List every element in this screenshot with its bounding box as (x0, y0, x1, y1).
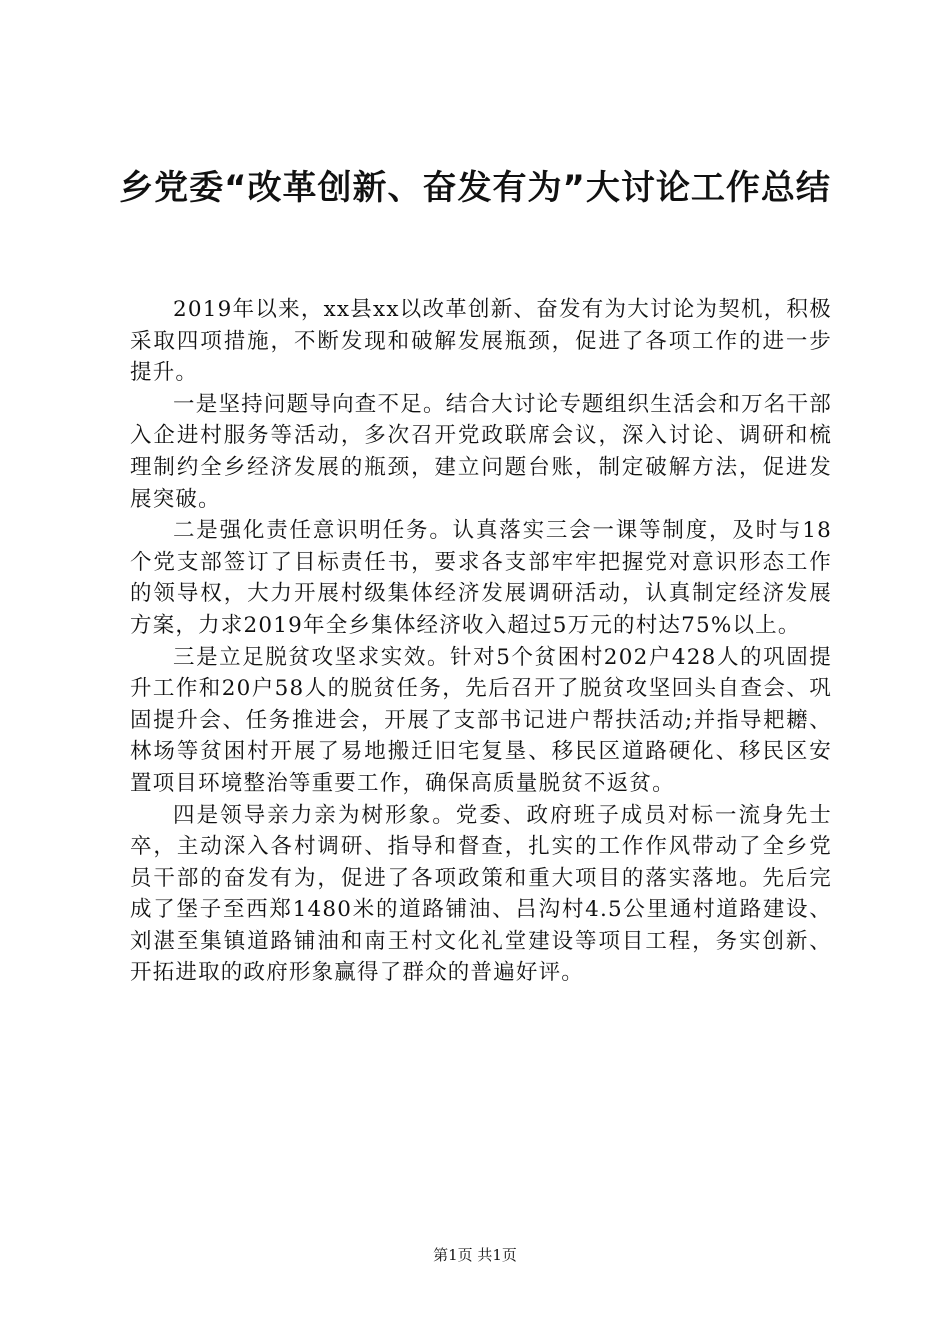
page-number-footer: 第1页 共1页 (433, 1246, 517, 1264)
paragraph-point-2: 二是强化责任意识明任务。认真落实三会一课等制度，及时与18个党支部签订了目标责任书，要求各支部牢牢把握党对意识形态工作的领导权，大力开展村级集体经济发展调研活动，认真制定经济发展方案，力求2019年全乡集体经济收入超过5万元的村达75%以上。 (130, 518, 832, 638)
paragraph-point-4: 四是领导亲力亲为树形象。党委、政府班子成员对标一流身先士卒，主动深入各村调研、指导和督查，扎实的工作作风带动了全乡党员干部的奋发有为，促进了各项政策和重大项目的落实落地。先后完成了堡子至西郑1480米的道路铺油、吕沟村4.5公里通村道路建设、刘湛至集镇道路铺油和南王村文化礼堂建设等项目工程，务实创新、开拓进取的政府形象赢得了群众的普遍好评。 (130, 802, 832, 986)
paragraph-point-3: 三是立足脱贫攻坚求实效。针对5个贫困村202户428人的巩固提升工作和20户58人的脱贫任务，先后召开了脱贫攻坚回头自查会、巩固提升会、任务推进会，开展了支部书记进户帮扶活动;并指导耙耱、林场等贫困村开展了易地搬迁旧宅复垦、移民区道路硬化、移民区安置项目环境整治等重要工作，确保高质量脱贫不返贫。 (130, 644, 832, 796)
paragraph-intro: 2019年以来，xx县xx以改革创新、奋发有为大讨论为契机，积极采取四项措施，不断发现和破解发展瓶颈，促进了各项工作的进一步提升。 (130, 297, 832, 386)
document-body (130, 294, 832, 989)
paragraph-point-1: 一是坚持问题导向查不足。结合大讨论专题组织生活会和万名干部入企进村服务等活动，多次召开党政联席会议，深入讨论、调研和梳理制约全乡经济发展的瓶颈，建立问题台账，制定破解方法，促进发展突破。 (130, 391, 832, 512)
document-title: 乡党委“改革创新、奋发有为”大讨论工作总结 (119, 168, 831, 208)
